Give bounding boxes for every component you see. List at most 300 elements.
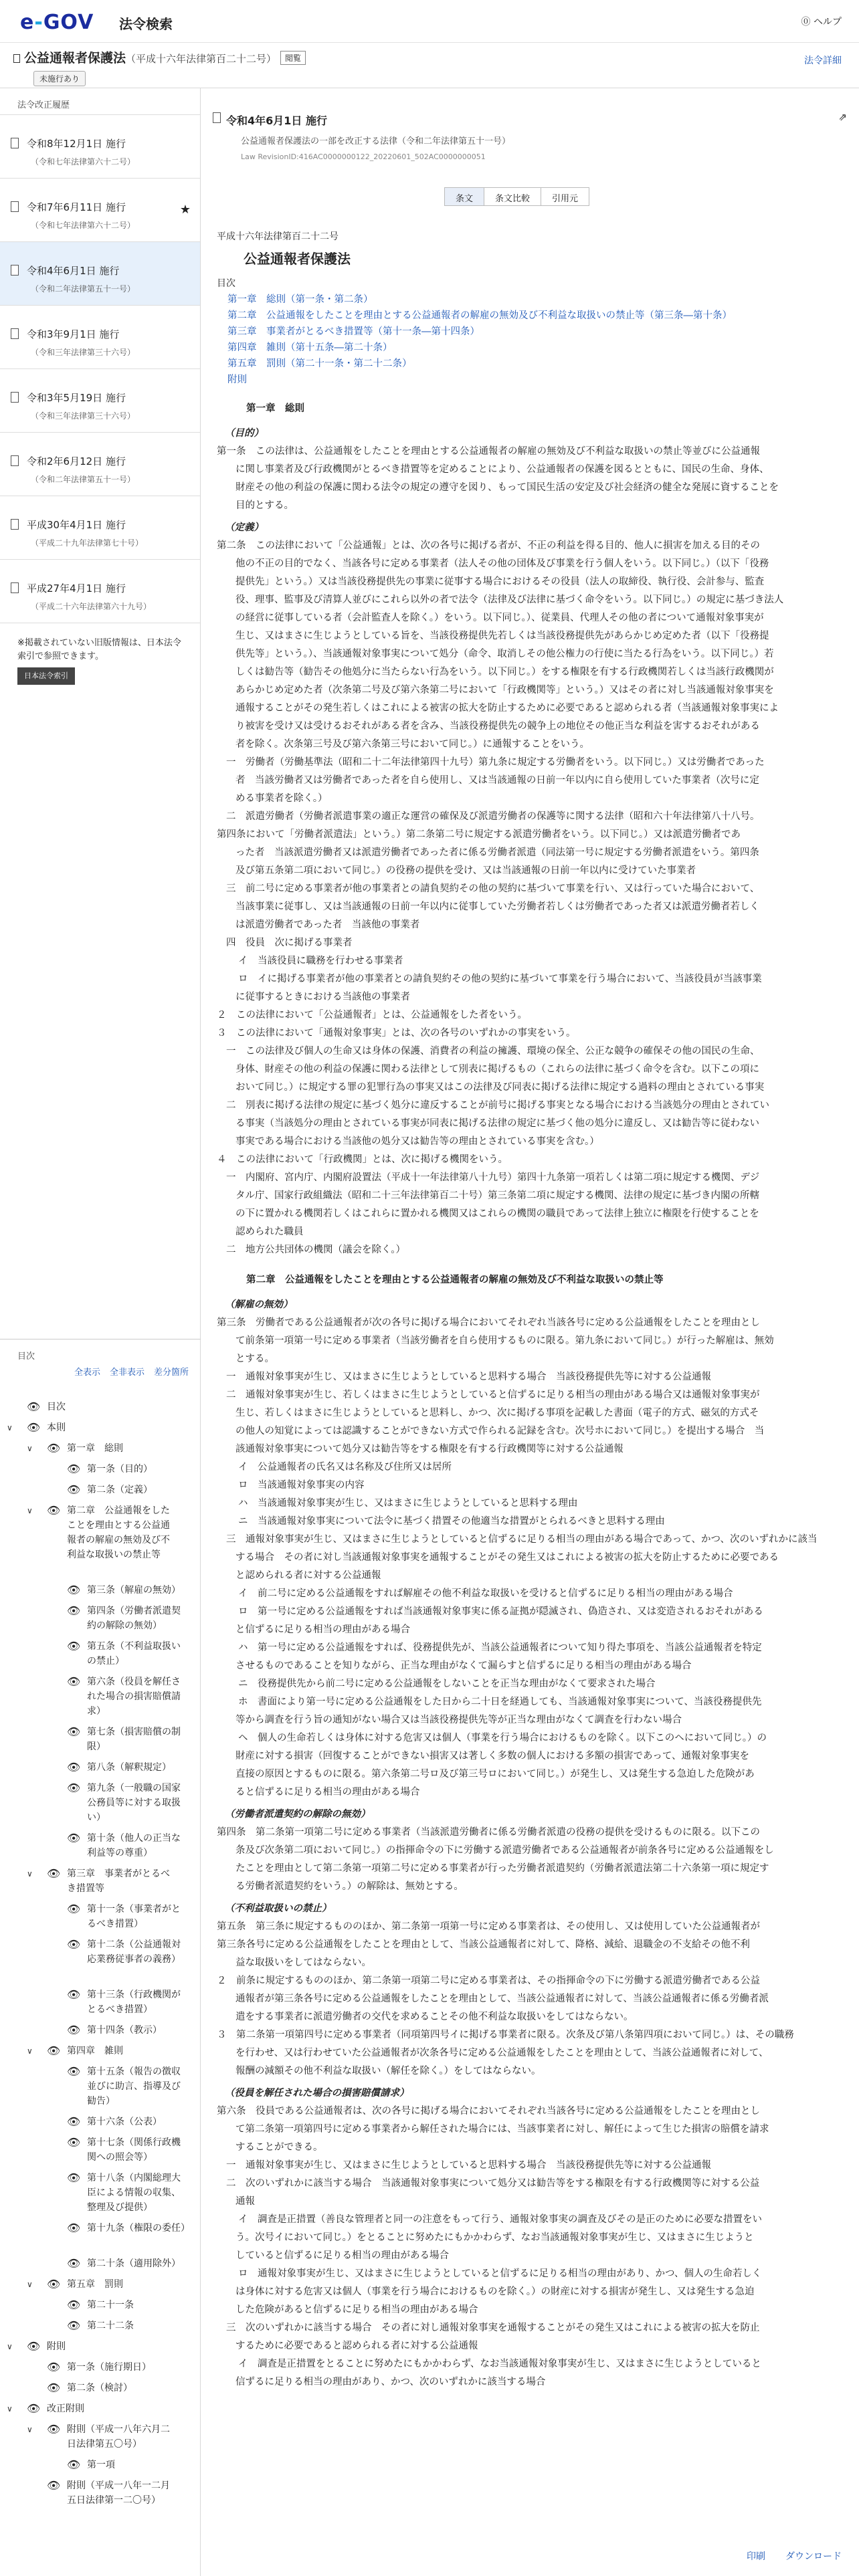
law-text-line: 三 通報対象事実が生じ、又はまさに生じようとしていると信ずるに足りる相当の理由がある場合であって、かつ、次のいずれかに該当 — [226, 1534, 818, 1545]
toc-item-label: 第七条（損害賠償の制限） — [87, 1727, 181, 1752]
document-icon — [213, 112, 221, 123]
revision-date: 平成30年4月1日 施行 — [27, 519, 126, 531]
eye-icon[interactable]: 👁 — [67, 1463, 81, 1475]
toc-item[interactable] — [67, 2458, 187, 2472]
toc-item[interactable] — [67, 1937, 187, 1967]
toc-panel — [0, 1339, 201, 2506]
law-text-line: 第五条 第三条に規定するもののほか、第二条第一項第一号に定める事業者は、その使用し、又は使用していた公益通報者が — [217, 1921, 760, 1932]
eye-icon[interactable]: 👁 — [47, 1504, 61, 1517]
law-text-line: 他の不正の目的でなく、当該各号に定める事業者（法人その他の団体及び事業を行う個人をいう。以下同じ。）（以下「役務 — [235, 558, 769, 569]
law-text-line: ホ 書面により第一号に定める公益通報をした日から二十日を経過しても、当該通報対象事実について、当該役務提供先 — [238, 1697, 762, 1707]
help-label: ヘルプ — [814, 17, 842, 27]
law-number-line: 平成十六年法律第百二十二号 — [217, 231, 339, 242]
revision-law: （令和三年法律第三十六号） — [31, 411, 136, 421]
law-number: （平成十六年法律第百二十二号） — [126, 53, 277, 65]
toc-item[interactable] — [67, 2221, 190, 2236]
law-text-line: あらかじめ定めた者（次条第二号及び第六条第二号において「行政機関等」という。）又はその者に対し当該通報対象事実を — [235, 685, 774, 695]
law-text-line: ロ イに掲げる事業者が他の事業者との請負契約その他の契約に基づいて事業を行う場合において、当該役員が当該事業 — [238, 974, 762, 984]
print-button[interactable]: 印刷 — [747, 2551, 765, 2562]
revision-item[interactable] — [0, 369, 200, 433]
toc-diff[interactable]: 差分箇所 — [153, 1368, 189, 1378]
revision-date: 令和7年6月11日 施行 — [27, 201, 126, 213]
document-icon — [11, 265, 19, 276]
law-text-line: 当該事業に従事し、又は当該通報の日前一年以内に従事していた労働者若しくは労働者であった者又は派遣労働者若しく — [235, 901, 759, 912]
law-text-line: る労働者派遣契約をいう。）の解除は、無効とする。 — [235, 1881, 464, 1892]
toc-item[interactable] — [67, 2135, 187, 2165]
toc-item-label: 第十五条（報告の徴収並びに助言、指導及び勧告） — [87, 2066, 181, 2107]
law-text-line: 一 通報対象事実が生じ、又はまさに生じようとしていると思料する場合 当該役務提供先等に対する公益通報 — [226, 2160, 711, 2171]
eye-icon[interactable]: 👁 — [27, 2340, 41, 2353]
toc-item[interactable] — [67, 1462, 187, 1477]
law-text-line: 通報 — [235, 2196, 255, 2207]
law-text-line: させるものであることを知りながら、正当な理由がなくて漏らすと信ずるに足りる相当の理由がある場合 — [235, 1660, 692, 1671]
toc-item-label: 第三条（解雇の無効） — [87, 1585, 181, 1596]
tab-compare[interactable]: 条文比較 — [484, 188, 541, 205]
chevron-down-icon[interactable]: ∨ — [27, 1869, 33, 1879]
toc-item[interactable] — [27, 2044, 174, 2058]
download-button[interactable]: ダウンロード — [785, 2551, 842, 2562]
sidebar — [0, 88, 201, 2576]
toc-heading: 目次 — [17, 1352, 35, 1362]
unapplied-badge[interactable]: 未施行あり — [33, 71, 86, 86]
law-text-line: と認められる者に対する公益通報 — [235, 1570, 381, 1581]
revision-id: Law RevisionID:416AC0000000122_20220601_502AC0000000051 — [241, 152, 486, 161]
toc-item[interactable] — [27, 1441, 174, 1456]
law-text-line: 第三条各号に定める公益通報をしたことを理由として、当該公益通報者に対して、降格、減給、退職金の不支給その他不利 — [217, 1939, 750, 1950]
law-text-line: ニ 当該通報対象事実について法令に基づく措置その他適当な措置がとられるべきと思料する理由 — [238, 1516, 665, 1527]
toc-item-label: 第二十二条 — [87, 2321, 134, 2331]
law-text-line: 遣をする事業者に派遣労働者の交代を求めることその他不利益な取扱いをしてはならない。 — [235, 2012, 634, 2022]
law-text-line: ２ この法律において「公益通報者」とは、公益通報をした者をいう。 — [217, 1010, 527, 1021]
law-text-line: 者 当該労働者又は労働者であった者を自ら使用し、又は当該通報の日前一年以内に自ら使用していた事業者（次号に定 — [235, 775, 759, 786]
law-text-line: の他人の知覚によっては認識することができない方式で作られる記録を含む。次号ホにおいて同じ。）を提出する場合 当 — [235, 1426, 765, 1436]
law-text-line: （役員を解任された場合の損害賠償請求） — [225, 2088, 409, 2099]
toc-item[interactable] — [67, 1604, 187, 1633]
law-title-heading: 公益通報者保護法 — [244, 251, 351, 267]
eye-icon[interactable]: 👁 — [67, 1584, 81, 1596]
main-content — [201, 88, 859, 2576]
chevron-down-icon[interactable]: ∨ — [27, 1506, 33, 1515]
law-document — [217, 229, 846, 2391]
toc-item-label: 第十条（他人の正当な利益等の尊重） — [87, 1833, 181, 1858]
law-text-line: める事業者を除く。） — [235, 793, 328, 804]
toc-item[interactable] — [67, 1639, 187, 1669]
law-text-line: タル庁、国家行政組織法（昭和二十三年法律第百二十号）第三条第二項に規定する機関、法律の規定に基づき内閣の所轄 — [235, 1190, 759, 1201]
law-text-line: おいて同じ。）に規定する罪の犯罪行為の事実又はこの法律及び同表に掲げる法律に規定する過料の理由とされている事実 — [235, 1082, 765, 1093]
eye-icon[interactable]: 👁 — [67, 1675, 81, 1688]
toc-item-label: 本則 — [47, 1422, 66, 1433]
toc-item-label: 第一章 総則 — [67, 1443, 123, 1454]
law-text-line: の経営に従事している者（会計監査人を除く。）をいう。以下同じ。）、従業員、代理人その他の者について通報対象事実が — [235, 613, 764, 623]
help-icon: ⓪ — [801, 17, 814, 27]
help-link[interactable] — [801, 15, 842, 28]
toc-item-label: 第十二条（公益通報対応業務従事者の義務） — [87, 1939, 181, 1965]
eye-icon[interactable]: 👁 — [67, 1640, 81, 1652]
law-text-line: 報酬の減額その他不利益な取扱い（解任を除く。）をしてはならない。 — [235, 2066, 541, 2076]
law-text-line: を行わせ、又は行わせていた公益通報者が次条各号に定める公益通報をしたことを理由として、当該公益通報者に対して、 — [235, 2048, 769, 2058]
toc-item[interactable] — [47, 2360, 174, 2375]
toc-item[interactable] — [67, 1675, 187, 1719]
eye-icon[interactable]: 👁 — [27, 1400, 41, 1413]
law-text-line: 一 労働者（労働基準法（昭和二十二年法律第四十九号）第九条に規定する労働者をいう。以下同じ。）又は労働者であった — [226, 757, 765, 768]
toc-item-label: 第五章 罰則 — [67, 2279, 123, 2290]
revision-date: 令和2年6月12日 施行 — [27, 455, 126, 467]
site-title: 法令検索 — [119, 16, 173, 32]
revision-item[interactable] — [0, 496, 200, 560]
law-text-line: していると信ずるに足りる相当の理由がある場合 — [235, 2250, 449, 2261]
revision-law: （平成二十九年法律第七十号） — [31, 538, 144, 548]
toc-item-label: 第十四条（教示） — [87, 2025, 162, 2036]
footer-actions — [727, 2549, 842, 2563]
law-text-line: に従事するときにおける当該他の事業者 — [235, 992, 410, 1002]
law-text-line: イ 調査是正措置（善良な管理者と同一の注意をもって行う、通報対象事実の調査及びその是正のために必要な措置をい — [238, 2214, 762, 2225]
law-text-line: 三 前二号に定める事業者が他の事業者との請負契約その他の契約に基づいて事業を行い、又は行っていた場合において、 — [226, 883, 760, 894]
revision-item[interactable] — [0, 560, 200, 623]
toc-show-all[interactable]: 全表示 — [74, 1368, 100, 1378]
law-text-line: 益な取扱いをしてはならない。 — [235, 1957, 371, 1968]
toc-item-label: 第二十一条 — [87, 2300, 134, 2311]
revision-item[interactable] — [0, 433, 200, 496]
toc-item-label: 第三章 事業者がとるべき措置等 — [67, 1868, 170, 1894]
eye-icon[interactable]: 👁 — [67, 1782, 81, 1794]
document-toc-link[interactable]: 第四章 雑則（第十五条―第二十条） — [227, 342, 393, 353]
law-text-line: は派遣労働者であった者 当該他の事業者 — [235, 920, 420, 930]
eye-icon[interactable]: 👁 — [27, 1421, 41, 1434]
toc-item-label: 第十九条（権限の委任） — [87, 2223, 190, 2234]
law-text-line: う。次号イにおいて同じ。）をとることに努めたにもかかわらず、なお当該通報対象事実が生じ、又はまさに生じようと — [235, 2232, 754, 2243]
law-text-line: （定義） — [225, 522, 264, 533]
law-text-line: 財産その他の利益の保護に関わる法令の規定の遵守を図り、もって国民生活の安定及び社会経済の健全な発展に資することを — [235, 482, 779, 493]
toc-item[interactable] — [67, 1988, 187, 2017]
law-title-text: 公益通報者保護法 — [24, 51, 126, 66]
law-text-line: 役、理事、監事及び清算人並びにこれら以外の者で法令（法律及び法律に基づく命令をいう。以下同じ。）の規定に基づき法人 — [235, 595, 784, 605]
toc-item-label: 第九条（一般職の国家公務員等に対する取扱い） — [87, 1783, 181, 1823]
eye-icon[interactable]: 👁 — [47, 2278, 61, 2290]
star-icon: ★ — [179, 203, 191, 217]
revision-law: （令和七年法律第六十二号） — [31, 157, 136, 167]
revision-law: （平成二十六年法律第六十九号） — [31, 602, 152, 611]
eye-icon[interactable]: 👁 — [67, 2319, 81, 2332]
revision-date: 令和4年6月1日 施行 — [27, 265, 120, 277]
eye-icon[interactable]: 👁 — [67, 1988, 81, 2001]
document-toc-link[interactable]: 第二章 公益通報をしたことを理由とする公益通報者の解雇の無効及び不利益な取扱いの禁止等（第三条―第十条） — [227, 310, 732, 321]
law-text-line: 等から調査を行う旨の通知がない場合又は当該役務提供先等が正当な理由がなくて調査を行わない場合 — [235, 1715, 682, 1725]
law-text-line: の下に置かれる機関若しくはこれらに置かれる機関又はこれらの機関の職員であって法律上独立に権限を行使することを — [235, 1208, 759, 1219]
law-text-line: イ 当該役員に職務を行わせる事業者 — [238, 956, 403, 966]
law-text-line: 第四条 第二条第一項第二号に定める事業者（当該派遣労働者に係る労働者派遣の役務の提供を受けるものに限る。以下この — [217, 1827, 760, 1838]
version-subtitle: 公益通報者保護法の一部を改正する法律（令和二年法律第五十一号） — [241, 136, 511, 146]
document-icon — [11, 328, 19, 339]
eye-icon[interactable]: 👁 — [47, 2361, 61, 2373]
law-text-line: する場合 その者に対し当該通報対象事実を通報することがその発生又はこれによる被害の拡大を防止するために必要である — [235, 1552, 779, 1563]
toc-item-label: 第八条（解釈規定） — [87, 1762, 171, 1773]
toc-item-label: 第五条（不利益取扱いの禁止） — [87, 1641, 181, 1667]
law-text-line: 条及び次条第二項において同じ。）の指揮命令の下に労働する派遣労働者である公益通報者が前条各号に定める公益通報をし — [235, 1845, 774, 1856]
chevron-down-icon[interactable]: ∨ — [27, 2280, 33, 2289]
eye-icon[interactable]: 👁 — [67, 1938, 81, 1951]
version-title: 令和4年6月1日 施行 — [226, 114, 327, 127]
history-heading: 法令改正履歴 — [0, 88, 200, 115]
toc-item[interactable] — [67, 2064, 187, 2109]
toc-item-label: 第十七条（関係行政機関への照会等） — [87, 2137, 181, 2163]
history-note — [0, 623, 200, 685]
revision-item[interactable] — [0, 306, 200, 369]
eye-icon[interactable]: 👁 — [47, 2381, 61, 2394]
document-toc-link[interactable]: 第一章 総則（第一条・第二条） — [227, 294, 373, 305]
law-text-line: 第一条 この法律は、公益通報をしたことを理由とする公益通報者の解雇の無効及び不利益な取扱いの禁止等並びに公益通報 — [217, 446, 760, 457]
law-text-line: 一 通報対象事実が生じ、又はまさに生じようとしていると思料する場合 当該役務提供先等に対する公益通報 — [226, 1372, 711, 1382]
law-text-line: 目的とする。 — [235, 500, 294, 511]
law-text-line: することができる。 — [235, 2142, 323, 2153]
law-body — [217, 400, 846, 2391]
eye-icon[interactable]: 👁 — [67, 2136, 81, 2149]
law-text-line: は身体に対する危害又は個人（事業を行う場合におけるものを除く。）の財産に対する損害が発生し、又は発生する急迫 — [235, 2286, 755, 2297]
chevron-down-icon[interactable]: ∨ — [7, 1423, 13, 1432]
law-text-line: 信ずるに足りる相当の理由があり、かつ、次のいずれかに該当する場合 — [235, 2377, 546, 2387]
eye-icon[interactable]: 👁 — [47, 1867, 61, 1880]
eye-icon[interactable]: 👁 — [67, 1832, 81, 1844]
eye-icon[interactable]: 👁 — [67, 2222, 81, 2234]
law-text-line: ロ 当該通報対象事実の内容 — [238, 1480, 365, 1491]
law-index-button[interactable]: 日本法令索引 — [17, 667, 75, 685]
eye-icon[interactable]: 👁 — [67, 2065, 81, 2078]
law-text-line: 直接の原因とするものに限る。第六条第二号ロ及び第三号ロにおいて同じ。）が発生し、又は発生する急迫した危険があ — [235, 1769, 755, 1780]
revision-law: （令和七年法律第六十二号） — [31, 221, 136, 230]
toc-item[interactable] — [27, 1400, 174, 1414]
chevron-down-icon[interactable]: ∨ — [7, 2404, 13, 2413]
eye-icon[interactable]: 👁 — [67, 1903, 81, 1915]
law-text-line: 二 通報対象事実が生じ、若しくはまさに生じようとしていると信ずるに足りる相当の理由がある場合又は通報対象事実が — [226, 1390, 760, 1400]
law-text-line: 身体、財産その他の利益の保護に関わる法律として別表に掲げるもの（これらの法律に基づく命令を含む。以下この項に — [235, 1064, 759, 1075]
toc-item[interactable] — [67, 1725, 187, 1754]
document-icon — [11, 519, 19, 530]
law-text-line: （目的） — [225, 428, 264, 439]
toc-item-label: 第六条（役員を解任された場合の損害賠償請求） — [87, 1677, 181, 1717]
law-text-line: ２ 前条に規定するもののほか、第二条第一項第二号に定める事業者は、その指揮命令の下に労働する派遣労働者である公益 — [217, 1975, 760, 1986]
egov-logo[interactable]: e-GOV — [20, 11, 94, 34]
external-link-icon[interactable]: ⇗ — [838, 111, 847, 123]
law-text-line: 及び第五条第二項において同じ。）の役務の提供を受け、又は当該通報の日前一年以内に受けていた事業者 — [235, 865, 696, 876]
eye-icon[interactable]: 👁 — [67, 1604, 81, 1617]
eye-icon[interactable]: 👁 — [67, 1483, 81, 1496]
toc-item-label: 第二条（定義） — [87, 1485, 153, 1495]
law-text-line: ３ この法律において「通報対象事実」とは、次の各号のいずれかの事実をいう。 — [217, 1028, 576, 1039]
toc-controls — [65, 1365, 189, 1378]
toc-item-label: 第二章 公益通報をしたことを理由とする公益通報者の解雇の無効及び不利益な取扱いの禁止等 — [67, 1505, 170, 1560]
law-text-line: ロ 通報対象事実が生じ、又はまさに生じようとしていると信ずるに足りる相当の理由があり、かつ、個人の生命若しく — [238, 2268, 762, 2279]
law-text-line: 二 地方公共団体の機関（議会を除く。） — [226, 1245, 405, 1255]
toc-item[interactable] — [67, 1583, 187, 1598]
law-text-line: 第三条 労働者である公益通報者が次の各号に掲げる場合においてそれぞれ当該各号に定める公益通報をしたことを理由とし — [217, 1317, 760, 1328]
toc-item[interactable] — [67, 2023, 187, 2038]
law-text-line: 財産に対する損害（回復することができない損害又は著しく多数の個人における多額の損害であって、通報対象事実を — [235, 1751, 750, 1761]
toc-item[interactable] — [27, 1866, 174, 1896]
toc-item[interactable] — [7, 2339, 174, 2354]
document-toc-link[interactable]: 第五章 罰則（第二十一条・第二十二条） — [227, 358, 412, 369]
eye-icon[interactable]: 👁 — [47, 2423, 61, 2436]
law-text-line: に関し事業者及び行政機関がとるべき措置等を定めることにより、公益通報者の保護を図るとともに、国民の生命、身体、 — [235, 464, 769, 475]
toc-item-label: 第一条（施行期日） — [67, 2362, 151, 2373]
toc-item-label: 第十一条（事業者がとるべき措置） — [87, 1904, 181, 1929]
document-icon — [11, 138, 19, 148]
law-text-line: 二 別表に掲げる法律の規定に基づく処分に違反することが前号に掲げる事実となる場合における当該処分の理由とされてい — [226, 1100, 769, 1111]
site-header — [0, 0, 859, 43]
law-text-line: 第一章 総則 — [246, 403, 304, 414]
law-text-line: 供先等」という。）、当該通報対象事実について処分（命令、取消しその他公権力の行使に当たる行為をいう。以下同じ。）若 — [235, 649, 774, 659]
status-badge: 閲覧 — [280, 51, 306, 65]
tab-text[interactable]: 条文 — [445, 188, 484, 205]
eye-icon[interactable]: 👁 — [67, 1761, 81, 1774]
law-text-line: 第二章 公益通報をしたことを理由とする公益通報者の解雇の無効及び不利益な取扱いの禁止等 — [246, 1275, 664, 1285]
law-text-line: ４ この法律において「行政機関」とは、次に掲げる機関をいう。 — [217, 1154, 508, 1165]
chevron-down-icon[interactable]: ∨ — [27, 2046, 33, 2056]
law-text-line: するために必要であると認められる者に対する公益通報 — [235, 2341, 478, 2351]
eye-icon[interactable]: 👁 — [67, 1725, 81, 1738]
eye-icon[interactable]: 👁 — [67, 2024, 81, 2036]
toc-collapse[interactable]: 全非表示 — [109, 1368, 145, 1378]
toc-item-label: 第二条（検討） — [67, 2383, 132, 2393]
eye-icon[interactable]: 👁 — [67, 2257, 81, 2270]
chevron-down-icon[interactable]: ∨ — [27, 1444, 33, 1453]
law-text-line: 通報者が第三条各号に定める公益通報をしたことを理由として、当該公益通報者に対して、当該公益通報者に係る労働者派 — [235, 1994, 769, 2004]
revision-date: 令和3年9月1日 施行 — [27, 328, 120, 340]
law-text-line: とする。 — [235, 1354, 274, 1364]
document-icon — [11, 201, 19, 212]
toc-item[interactable] — [67, 2298, 187, 2313]
law-text-line: 二 次のいずれかに該当する場合 当該通報対象事実について処分又は勧告等をする権限を有する行政機関等に対する公益 — [226, 2178, 760, 2189]
toc-item[interactable] — [47, 2478, 174, 2508]
eye-icon[interactable]: 👁 — [47, 2479, 61, 2492]
law-text-line: り被害を受け又は受けるおそれがある者を含み、当該役務提供先の競争上の地位その他正当な利益を害するおそれがある — [235, 721, 760, 732]
toc-item[interactable] — [7, 2401, 174, 2416]
law-text-line: ロ 第一号に定める公益通報をすれば当該通報対象事実に係る証拠が隠滅され、偽造され、又は変造されるおそれがある — [238, 1606, 763, 1617]
toc-item[interactable] — [7, 1420, 174, 1435]
law-text-line: 生じ、又はまさに生じようとしている旨を、当該役務提供先若しくは当該役務提供先があらかじめ定めた者（以下「役務提 — [235, 631, 769, 641]
revision-law: （令和三年法律第三十六号） — [31, 348, 136, 357]
toc-item[interactable] — [67, 2171, 187, 2215]
document-icon — [11, 455, 19, 466]
revision-item[interactable] — [0, 179, 200, 242]
law-text-line: ハ 第一号に定める公益通報をすれば、役務提供先が、当該公益通報者について知り得た事項を、当該公益通報者を特定 — [238, 1642, 762, 1653]
revision-item[interactable] — [0, 242, 200, 306]
eye-icon[interactable]: 👁 — [47, 1442, 61, 1455]
law-text-line: て第二条第一項第四号に定める事業者から解任された場合には、当該事業者に対し、解任によって生じた損害の賠償を請求 — [235, 2124, 769, 2135]
law-text-line: ると信ずるに足りる相当の理由がある場合 — [235, 1787, 420, 1798]
eye-icon[interactable]: 👁 — [67, 2171, 81, 2184]
law-text-line: ハ 当該通報対象事実が生じ、又はまさに生じようとしていると思料する理由 — [238, 1498, 578, 1509]
chevron-down-icon[interactable]: ∨ — [27, 2425, 33, 2434]
toc-item[interactable] — [67, 2256, 187, 2271]
document-toc — [217, 292, 846, 388]
bookmark-icon[interactable] — [13, 54, 20, 63]
toc-item[interactable] — [67, 1781, 187, 1825]
law-text-line: 二 派遣労働者（労働者派遣事業の適正な運営の確保及び派遣労働者の保護等に関する法律（昭和六十年法律第八十八号。 — [226, 811, 760, 822]
document-toc-link[interactable]: 附則 — [227, 374, 247, 385]
toc-item-label: 附則（平成一八年六月二日法律第五〇号） — [67, 2424, 170, 2450]
eye-icon[interactable]: 👁 — [67, 2115, 81, 2128]
toc-item[interactable] — [67, 1902, 187, 1931]
toc-item[interactable] — [47, 2381, 174, 2395]
law-text-line: 生じ、若しくはまさに生じようとしていると思料し、かつ、次に掲げる事項を記載した書面（電子的方式、磁気的方式そ — [235, 1408, 759, 1418]
toc-item[interactable] — [67, 2115, 187, 2129]
law-text-line: 該通報対象事実について処分又は勧告等をする権限を有する行政機関等に対する公益通報 — [235, 1444, 624, 1455]
toc-label: 目次 — [217, 278, 235, 289]
law-text-line: 一 この法律及び個人の生命又は身体の保護、消費者の利益の擁護、環境の保全、公正な競争の確保その他の国民の生命、 — [226, 1046, 760, 1057]
law-text-line: 四 役員 次に掲げる事業者 — [226, 938, 353, 948]
toc-item-label: 改正附則 — [47, 2403, 84, 2414]
law-text-line: 第六条 役員である公益通報者は、次の各号に掲げる場合においてそれぞれ当該各号に定める公益通報をしたことを理由とし — [217, 2106, 760, 2117]
law-text-line: 第四条において「労働者派遣法」という。）第二条第二号に規定する派遣労働者をいう。以下同じ。）又は派遣労働者であ — [217, 829, 741, 840]
law-title — [13, 48, 306, 66]
law-text-line: ニ 役務提供先から前二号に定める公益通報をしないことを正当な理由がなくて要求された場合 — [238, 1679, 656, 1689]
law-text-line: （解雇の無効） — [225, 1299, 293, 1310]
law-text-line: （労働者派遣契約の解除の無効） — [225, 1809, 371, 1820]
toc-item[interactable] — [67, 2319, 187, 2333]
law-text-line: と信ずるに足りる相当の理由がある場合 — [235, 1624, 410, 1635]
law-text-line: 提供先」という。）又は当該役務提供先の事業に従事する場合におけるその役員（法人の取締役、執行役、会計参与、監査 — [235, 576, 765, 587]
law-detail-link[interactable]: 法令詳細 — [804, 56, 842, 66]
law-text-line: 三 次のいずれかに該当する場合 その者に対し通報対象事実を通報することがその発生又はこれによる被害の拡大を防止 — [226, 2323, 760, 2333]
toc-item-label: 第十三条（行政機関がとるべき措置） — [87, 1990, 181, 2015]
law-text-line: ３ 第二条第一項第四号に定める事業者（同項第四号イに掲げる事業者に限る。次条及び第八条第四項において同じ。）は、その職務 — [217, 2030, 794, 2040]
law-text-line: 通報することがその発生若しくはこれによる被害の拡大を防止するために必要であると認められる者（当該通報対象事実によ — [235, 703, 779, 714]
tab-citations[interactable]: 引用元 — [552, 194, 579, 204]
toc-item[interactable] — [67, 1831, 187, 1860]
law-text-line: イ 調査是正措置をとることに努めたにもかかわらず、なお当該通報対象事実が生じ、又はまさに生じようとしていると — [238, 2359, 761, 2369]
toc-item-label: 第十八条（内閣総理大臣による情報の収集、整理及び提供） — [87, 2173, 181, 2213]
law-text-line: たことを理由として第二条第一項第二号に定める事業者が行った労働者派遣契約（労働者派遣法第二十六条第一項に規定す — [235, 1863, 769, 1874]
toc-item[interactable] — [67, 1760, 187, 1775]
chevron-down-icon[interactable]: ∨ — [7, 2342, 13, 2351]
law-text-line: 一 内閣府、宮内庁、内閣府設置法（平成十一年法律第八十九号）第四十九条第一項若しくは第二項に規定する機関、デジ — [226, 1172, 760, 1183]
toc-item-label: 第一項 — [87, 2460, 115, 2470]
toc-item[interactable] — [27, 2277, 174, 2292]
eye-icon[interactable]: 👁 — [67, 2298, 81, 2311]
law-text-line: イ 公益通報者の氏名又は名称及び住所又は居所 — [238, 1462, 452, 1473]
revision-item[interactable] — [0, 115, 200, 179]
toc-item[interactable] — [27, 2422, 174, 2452]
eye-icon[interactable]: 👁 — [47, 2044, 61, 2057]
toc-item-label: 附則（平成一八年一二月五日法律第一二〇号） — [67, 2480, 170, 2506]
document-toc-link[interactable]: 第三章 事業者がとるべき措置等（第十一条―第十四条） — [227, 326, 480, 337]
toc-item-label: 第二十条（適用除外） — [87, 2258, 181, 2269]
eye-icon[interactable]: 👁 — [67, 2458, 81, 2471]
toc-item-label: 附則 — [47, 2341, 66, 2352]
document-icon — [11, 392, 19, 403]
law-text-line: 者を除く。次条第三号及び第六条第三号において同じ。）に通報することをいう。 — [235, 739, 589, 750]
document-icon — [11, 582, 19, 593]
history-note-text: ※掲載されていない旧版情報は、日本法令索引で参照できます。 — [17, 638, 181, 661]
law-text-line: 第二条 この法律において「公益通報」とは、次の各号に掲げる者が、不正の利益を得る目的、他人に損害を加える目的その — [217, 540, 760, 551]
law-text-line: した危険があると信ずるに足りる相当の理由がある場合 — [235, 2304, 478, 2315]
toc-item-label: 第四条（労働者派遣契約の解除の無効） — [87, 1606, 181, 1631]
toc-item-label: 目次 — [47, 1402, 66, 1412]
law-text-line: ヘ 個人の生命若しくは身体に対する危害又は個人（事業を行う場合におけるものを除く。以下このヘにおいて同じ。）の — [238, 1733, 767, 1743]
law-text-line: 事実である場合における当該他の処分又は勧告等の理由とされている事実を含む。） — [235, 1136, 599, 1147]
revision-law: （令和二年法律第五十一号） — [31, 475, 136, 484]
law-text-line: 認められた職員 — [235, 1226, 304, 1237]
revision-date: 令和8年12月1日 施行 — [27, 138, 126, 150]
revision-date: 平成27年4月1日 施行 — [27, 582, 126, 595]
revision-list — [0, 115, 200, 623]
toc-item-label: 第一条（目的） — [87, 1464, 153, 1475]
eye-icon[interactable]: 👁 — [27, 2402, 41, 2415]
toc-item[interactable] — [27, 1503, 174, 1562]
toc-item[interactable] — [67, 1483, 187, 1497]
law-titlebar — [0, 43, 859, 88]
law-text-line: て前条第一項第一号に定める事業者（当該労働者を自ら使用するものに限る。第九条において同じ。）が行った解雇は、無効 — [235, 1335, 774, 1346]
law-text-line: イ 前二号に定める公益通報をすれば解雇その他不利益な取扱いを受けると信ずるに足りる相当の理由がある場合 — [238, 1588, 733, 1599]
